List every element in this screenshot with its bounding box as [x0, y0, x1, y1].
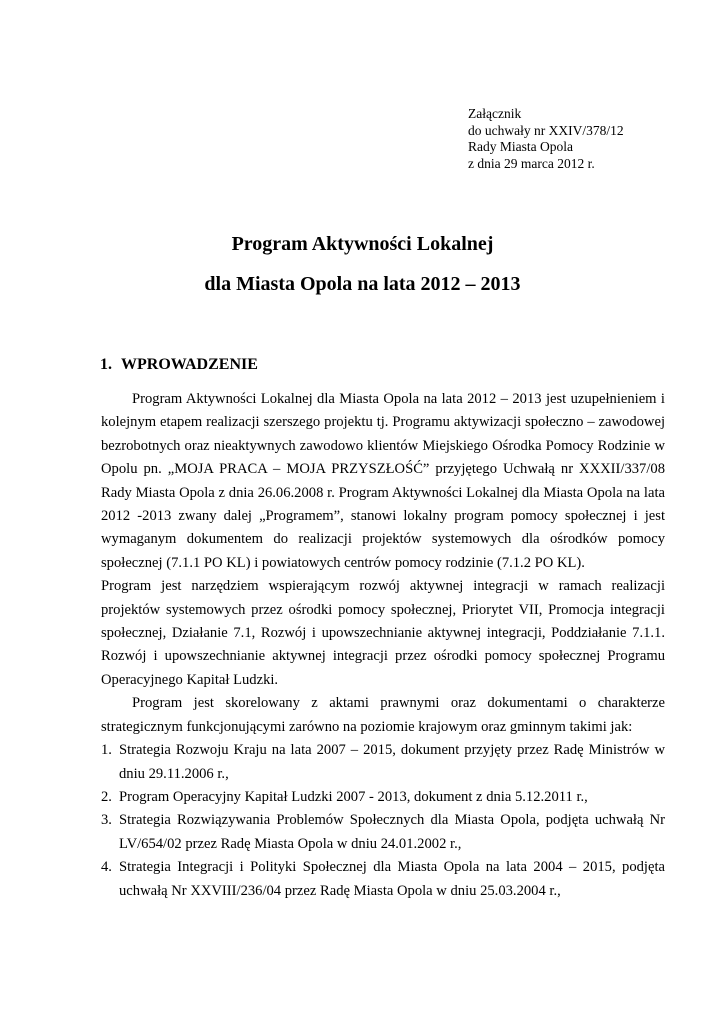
- list-item-text: Strategia Rozwiązywania Problemów Społecznych dla Miasta Opola, podjęta uchwałą Nr LV/654/02 przez Radę Miasta Opola w dniu 24.01.2002 r.,: [119, 812, 665, 852]
- paragraph: Program jest narzędziem wspierającym rozwój aktywnej integracji w ramach realizacji projektów systemowych przez ośrodki pomocy społecznej, Priorytet VII, Promocja integracji społecznej, Działanie 7.1, Rozwój i upowszechnianie aktywnej integracji, Poddziałanie 7.1.1. Rozwój i upowszechnianie aktywnej integracji przez ośrodki pomocy społecznej Programu Operacyjnego Kapitał Ludzki.: [101, 578, 665, 688]
- paragraph: Program Aktywności Lokalnej dla Miasta Opola na lata 2012 – 2013 jest uzupełnieniem i kolejnym etapem realizacji szerszego projektu tj. Programu aktywizacji społeczno – zawodowej bezrobotnych oraz nieaktywnych zawodowo klientów Miejskiego Ośrodka Pomocy Rodzinie w Opolu pn. „MOJA PRACA – MOJA PRZYSZŁOŚĆ” przyjętego Uchwałą nr XXXII/337/08 Rady Miasta Opola z dnia 26.06.2008 r. Program Aktywności Lokalnej dla Miasta Opola na lata 2012 -2013 zwany dalej „Programem”, stanowi lokalny program pomocy społecznej i jest wymaganym dokumentem do realizacji projektów systemowych dla ośrodków pomocy społecznej (7.1.1 PO KL) i powiatowych centrów pomocy rodzinie (7.1.2 PO KL).: [101, 391, 665, 571]
- document-body: [101, 388, 665, 903]
- list-item: [101, 739, 665, 786]
- list-item: [101, 856, 665, 903]
- list-item: [101, 786, 665, 809]
- list-item-number: 1.: [101, 742, 112, 759]
- list-item-text: Strategia Rozwoju Kraju na lata 2007 – 2015, dokument przyjęty przez Radę Ministrów w dniu 29.11.2006 r.,: [119, 742, 665, 782]
- list-item-number: 3.: [101, 812, 112, 829]
- attachment-line: do uchwały nr XXIV/378/12: [468, 122, 624, 138]
- attachment-line: Rady Miasta Opola: [468, 139, 573, 154]
- paragraph: Program jest skorelowany z aktami prawnymi oraz dokumentami o charakterze strategicznym funkcjonującymi zarówno na poziomie krajowym oraz gminnym takimi jak:: [101, 695, 665, 735]
- documents-list: [101, 739, 665, 903]
- list-item-number: 2.: [101, 788, 112, 805]
- section-heading: [100, 356, 258, 374]
- list-item-number: 4.: [101, 859, 112, 876]
- section-title: WPROWADZENIE: [121, 356, 258, 373]
- attachment-note: [468, 106, 624, 172]
- attachment-line: Załącznik: [468, 106, 522, 121]
- section-number: 1.: [100, 356, 112, 373]
- list-item-text: Program Operacyjny Kapitał Ludzki 2007 - 2013, dokument z dnia 5.12.2011 r.,: [119, 788, 588, 805]
- list-item-text: Strategia Integracji i Polityki Społecznej dla Miasta Opola na lata 2004 – 2015, podjęta uchwałą Nr XXVIII/236/04 przez Radę Miasta Opola w dniu 25.03.2004 r.,: [119, 859, 665, 899]
- attachment-line: z dnia 29 marca 2012 r.: [468, 155, 595, 171]
- list-item: [101, 809, 665, 856]
- document-title-line-1: Program Aktywności Lokalnej: [231, 233, 494, 255]
- document-title-line-2: dla Miasta Opola na lata 2012 – 2013: [204, 273, 521, 295]
